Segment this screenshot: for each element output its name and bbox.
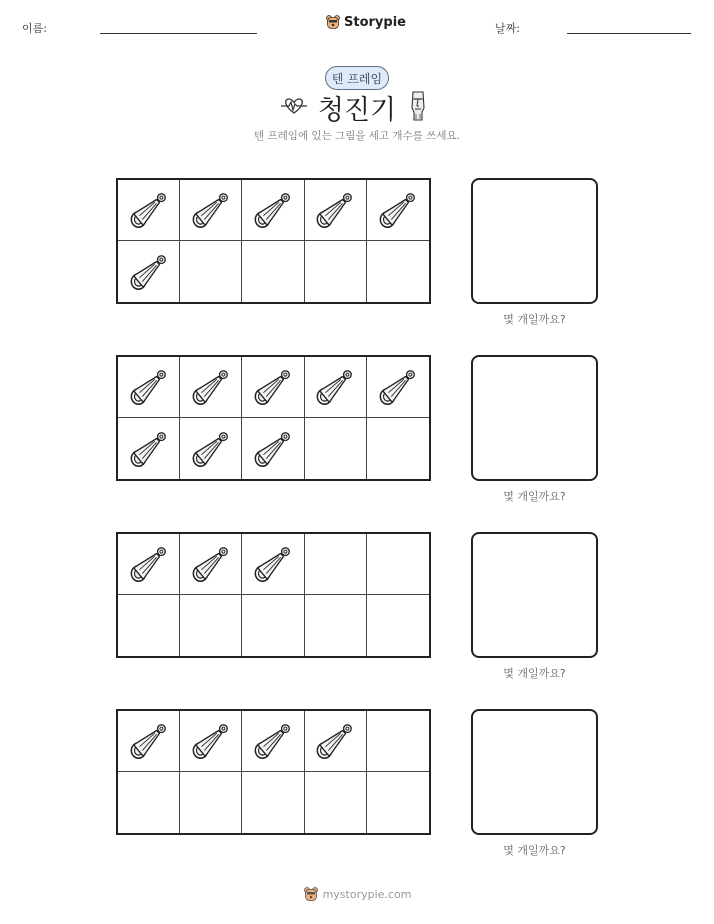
- question-label: 몇 개일까요?: [503, 844, 566, 857]
- frame-cell: [118, 241, 180, 302]
- category-badge: 텐 프레임: [325, 66, 389, 90]
- page-title: 청진기: [317, 95, 397, 126]
- frame-cell: [242, 711, 304, 772]
- frame-cell: [367, 595, 429, 656]
- answer-box[interactable]: [471, 709, 598, 835]
- frame-cell: [305, 241, 367, 302]
- date-label: 날짜:: [495, 22, 520, 35]
- frame-cell: [118, 595, 180, 656]
- frame-cell: [242, 357, 304, 418]
- frame-cell: [242, 534, 304, 595]
- frame-cell: [180, 595, 242, 656]
- trumpet-icon: [252, 189, 294, 231]
- footer: [0, 886, 714, 902]
- question-label: 몇 개일까요?: [503, 490, 566, 503]
- trumpet-icon: [252, 428, 294, 470]
- frame-cell: [305, 357, 367, 418]
- instructions: 텐 프레임에 있는 그림을 세고 개수를 쓰세요.: [254, 130, 460, 142]
- trumpet-icon: [314, 720, 356, 762]
- question-label: 몇 개일까요?: [503, 313, 566, 326]
- trumpet-icon: [252, 720, 294, 762]
- date-line[interactable]: [567, 33, 691, 34]
- trumpet-icon: [252, 543, 294, 585]
- ten-frame: [116, 532, 431, 658]
- frame-cell: [305, 180, 367, 241]
- frame-cell: [242, 772, 304, 833]
- frame-cell: [367, 772, 429, 833]
- frame-cell: [118, 534, 180, 595]
- ten-frame: [116, 178, 431, 304]
- moai-statue-icon: [406, 90, 430, 122]
- frame-cell: [367, 357, 429, 418]
- frame-cell: [367, 418, 429, 479]
- bear-icon: [303, 886, 319, 902]
- trumpet-icon: [128, 251, 170, 293]
- frame-cell: [367, 711, 429, 772]
- brand-name: Storypie: [344, 14, 406, 30]
- trumpet-icon: [190, 720, 232, 762]
- frame-cell: [118, 772, 180, 833]
- trumpet-icon: [377, 366, 419, 408]
- ten-frame: [116, 355, 431, 481]
- frame-cell: [118, 180, 180, 241]
- frame-cell: [242, 180, 304, 241]
- frame-cell: [118, 711, 180, 772]
- frame-cell: [305, 772, 367, 833]
- trumpet-icon: [190, 189, 232, 231]
- trumpet-icon: [128, 428, 170, 470]
- trumpet-icon: [190, 543, 232, 585]
- trumpet-icon: [377, 189, 419, 231]
- trumpet-icon: [252, 366, 294, 408]
- brand-logo: [325, 14, 406, 30]
- trumpet-icon: [128, 189, 170, 231]
- frame-cell: [305, 595, 367, 656]
- frame-cell: [305, 534, 367, 595]
- answer-box[interactable]: [471, 178, 598, 304]
- trumpet-icon: [190, 366, 232, 408]
- frame-cell: [180, 418, 242, 479]
- frame-cell: [242, 595, 304, 656]
- question-label: 몇 개일까요?: [503, 667, 566, 680]
- trumpet-icon: [314, 366, 356, 408]
- frame-cell: [180, 772, 242, 833]
- frame-cell: [305, 418, 367, 479]
- frame-cell: [180, 711, 242, 772]
- frame-cell: [367, 534, 429, 595]
- answer-box[interactable]: [471, 532, 598, 658]
- trumpet-icon: [314, 189, 356, 231]
- frame-cell: [118, 357, 180, 418]
- frame-cell: [180, 180, 242, 241]
- trumpet-icon: [128, 720, 170, 762]
- frame-cell: [367, 241, 429, 302]
- trumpet-icon: [128, 366, 170, 408]
- frame-cell: [242, 241, 304, 302]
- frame-cell: [180, 241, 242, 302]
- frame-cell: [242, 418, 304, 479]
- frame-cell: [305, 711, 367, 772]
- ten-frame: [116, 709, 431, 835]
- bear-icon: [325, 14, 341, 30]
- frame-cell: [180, 534, 242, 595]
- answer-box[interactable]: [471, 355, 598, 481]
- trumpet-icon: [190, 428, 232, 470]
- frame-cell: [367, 180, 429, 241]
- trumpet-icon: [128, 543, 170, 585]
- frame-cell: [180, 357, 242, 418]
- frame-cell: [118, 418, 180, 479]
- footer-site[interactable]: mystorypie.com: [322, 887, 412, 901]
- name-label: 이름:: [22, 22, 47, 35]
- name-line[interactable]: [100, 33, 257, 34]
